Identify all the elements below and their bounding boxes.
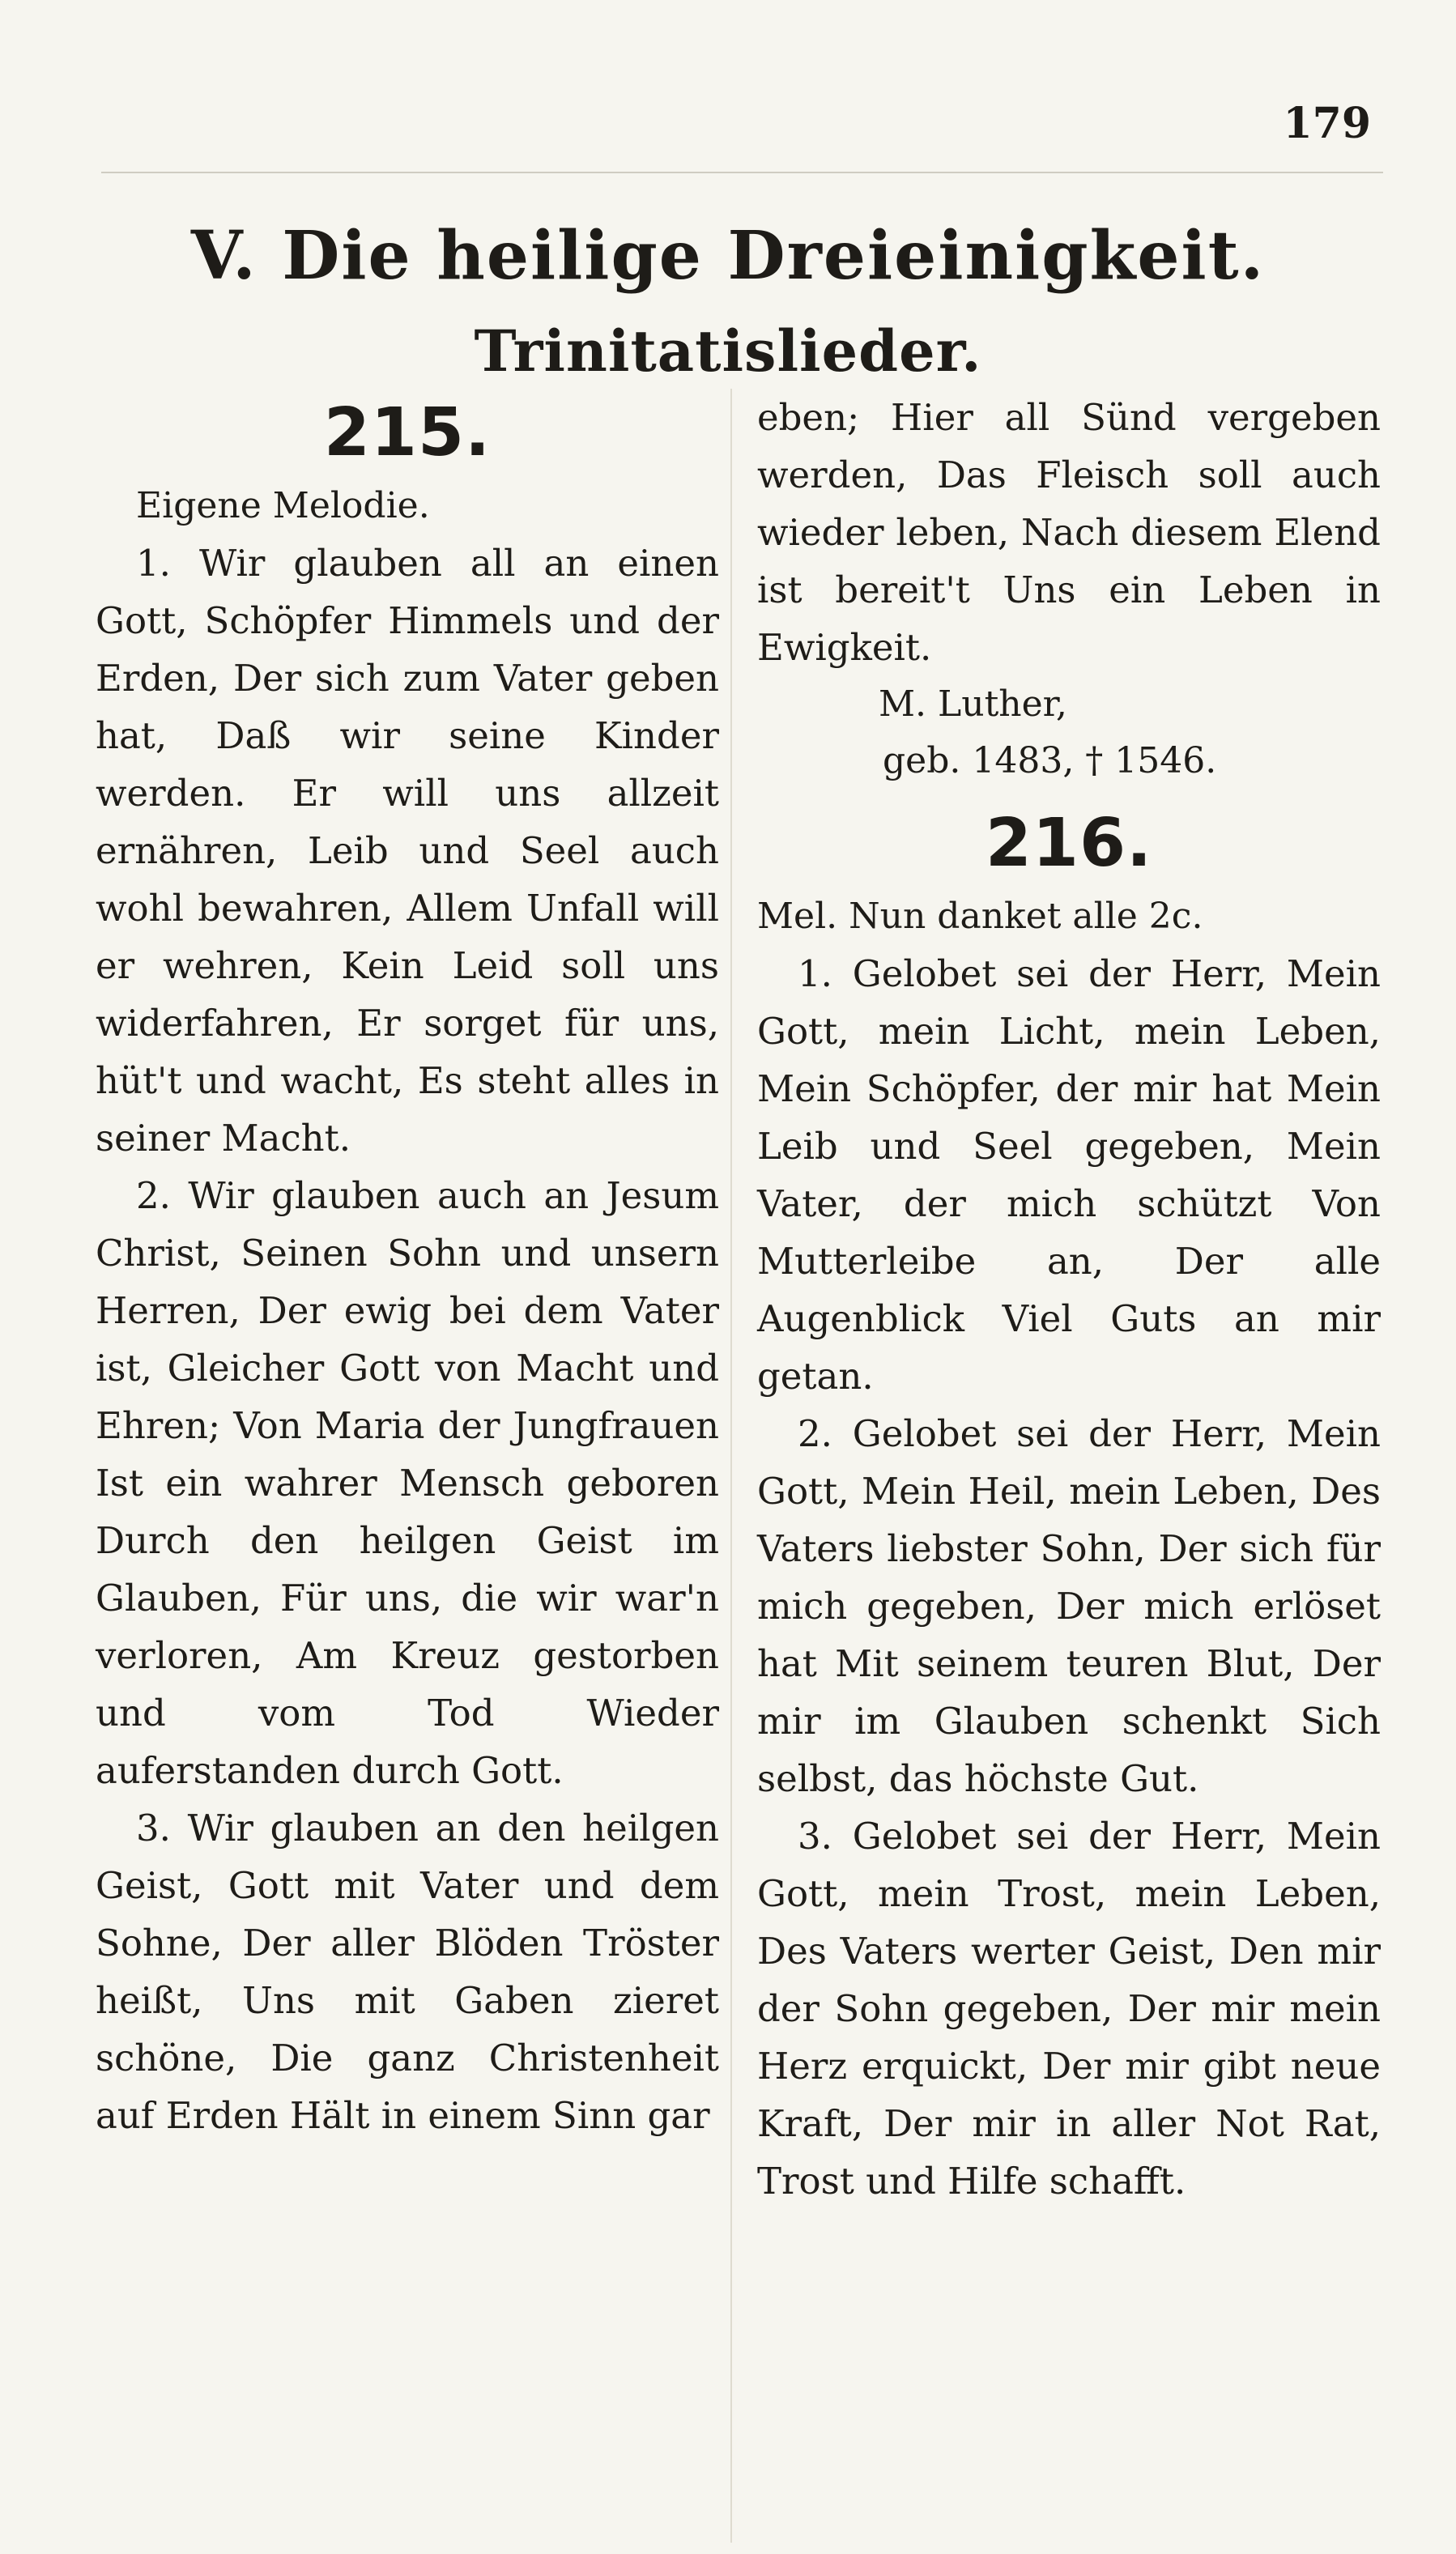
- hymn-216-stanza-2: 2. Gelobet sei der Herr, Mein Gott, Mein Heil, mein Leben, Des Vaters liebster Sohn, Der sich für mich gegeben, Der mich erlöset hat Mit seinem teuren Blut, Der mir im Glauben schenkt Sich selbst, das höchste Gut.: [757, 1412, 1381, 1800]
- hymn-216-melody: Mel. Nun danket alle 2c.: [757, 896, 1203, 937]
- top-rule: [101, 172, 1383, 173]
- hymn-215-stanza-3-continuation: eben; Hier all Sünd vergeben werden, Das Fleisch soll auch wieder leben, Nach diesem Elend ist bereit't Uns ein Leben in Ewigkeit.: [757, 396, 1381, 669]
- hymn-216: [757, 799, 1381, 2210]
- section-subtitle: Trinitatislieder.: [474, 317, 982, 385]
- right-column: [757, 389, 1381, 2210]
- hymn-215-melody: Eigene Melodie.: [136, 485, 430, 526]
- hymn-215-stanza-1: 1. Wir glauben all an einen Gott, Schöpfer Himmels und der Erden, Der sich zum Vater geben hat, Daß wir seine Kinder werden. Er will uns allzeit ernähren, Leib und Seel auch wohl bewahren, Allem Unfall will er wehren, Kein Leid soll uns widerfahren, Er sorget für uns, hüt't und wacht, Es steht alles in seiner Macht.: [96, 542, 719, 1160]
- hymn-215-author: M. Luther,: [879, 683, 1067, 725]
- hymn-216-stanza-3: 3. Gelobet sei der Herr, Mein Gott, mein Trost, mein Leben, Des Vaters werter Geist, Den mir der Sohn gegeben, Der mir mein Herz erquickt, Der mir gibt neue Kraft, Der mir in aller Not Rat, Trost und Hilfe schafft.: [757, 1815, 1381, 2203]
- hymn-215-number: 215.: [323, 394, 492, 471]
- column-divider: [730, 389, 732, 2543]
- hymn-216-stanza-1: 1. Gelobet sei der Herr, Mein Gott, mein Licht, mein Leben, Mein Schöpfer, der mir hat Mein Leib und Seel gegeben, Mein Vater, der mich schützt Von Mutterleibe an, Der alle Augenblick Viel Guts an mir getan.: [757, 952, 1381, 1398]
- hymn-215-stanza-3: 3. Wir glauben an den heilgen Geist, Gott mit Vater und dem Sohne, Der aller Blöden Tröster heißt, Uns mit Gaben zieret schöne, Die ganz Christenheit auf Erden Hält in einem Sinn gar: [96, 1807, 719, 2137]
- hymn-215-stanza-2: 2. Wir glauben auch an Jesum Christ, Seinen Sohn und unsern Herren, Der ewig bei dem Vater ist, Gleicher Gott von Macht und Ehren; Von Maria der Jungfrauen Ist ein wahrer Mensch geboren Durch den heilgen Geist im Glauben, Für uns, die wir war'n verloren, Am Kreuz gestorben und vom Tod Wieder auferstanden durch Gott.: [96, 1174, 719, 1792]
- hymn-215-author-dates: geb. 1483, † 1546.: [883, 740, 1217, 781]
- section-title: V. Die heilige Dreieinigkeit.: [190, 217, 1266, 295]
- page-number: 179: [1283, 99, 1371, 148]
- hymn-216-number: 216.: [985, 805, 1153, 882]
- left-column: [96, 389, 719, 2144]
